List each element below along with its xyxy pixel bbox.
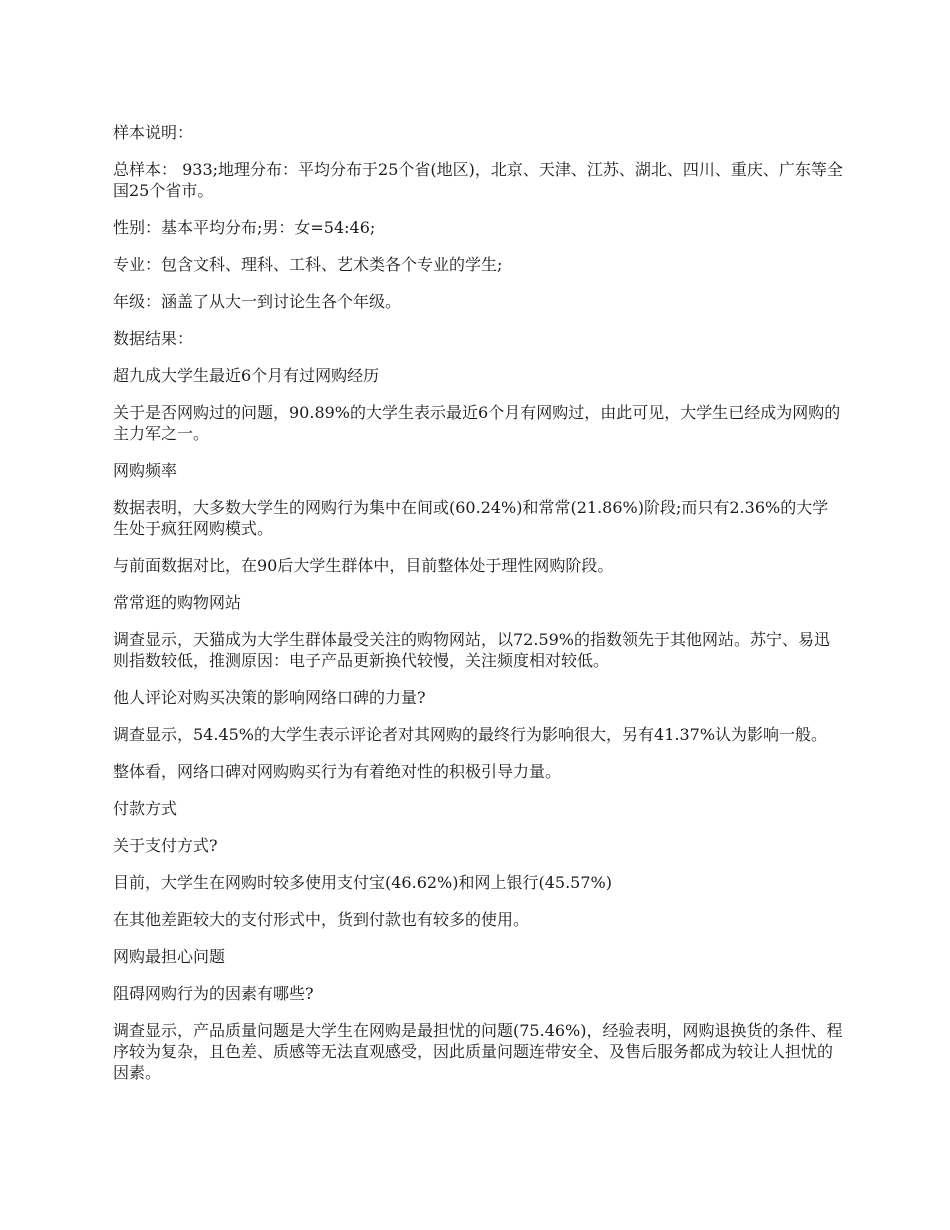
- data-results-heading: 数据结果：: [113, 329, 194, 348]
- online-shopping-experience-paragraph: 关于是否网购过的问题，90.89%的大学生表示最近6个月有网购过，由此可见，大学生已经成为网购的主力军之一。: [113, 403, 841, 443]
- obstacles-question-paragraph: 阻碍网购行为的因素有哪些?: [113, 984, 314, 1003]
- shopping-frequency-heading: 网购频率: [113, 461, 178, 480]
- rational-shopping-paragraph: 与前面数据对比，在90后大学生群体中，目前整体处于理性网购阶段。: [113, 556, 614, 575]
- major-paragraph: 专业：包含文科、理科、工科、艺术类各个专业的学生;: [113, 255, 503, 274]
- payment-usage-paragraph: 目前，大学生在网购时较多使用支付宝(46.62%)和网上银行(45.57%): [113, 873, 612, 892]
- concerns-heading: 网购最担心问题: [113, 947, 226, 966]
- online-shopping-experience-heading: 超九成大学生最近6个月有过网购经历: [113, 366, 380, 385]
- payment-method-heading: 付款方式: [113, 799, 178, 818]
- reviews-influence-heading: 他人评论对购买决策的影响网络口碑的力量?: [113, 688, 426, 707]
- document-body: [113, 122, 843, 1099]
- grade-paragraph: 年级：涵盖了从大一到讨论生各个年级。: [113, 292, 402, 311]
- gender-paragraph: 性别：基本平均分布;男：女=54:46;: [113, 218, 376, 237]
- frequent-sites-paragraph: 调查显示，天猫成为大学生群体最受关注的购物网站，以72.59%的指数领先于其他网站。苏宁、易迅则指数较低，推测原因：电子产品更新换代较慢，关注频度相对较低。: [113, 630, 831, 670]
- reviews-influence-paragraph: 调查显示，54.45%的大学生表示评论者对其网购的最终行为影响很大，另有41.37%认为影响一般。: [113, 725, 828, 744]
- word-of-mouth-paragraph: 整体看，网络口碑对网购购买行为有着绝对性的积极引导力量。: [113, 762, 562, 781]
- frequent-sites-heading: 常常逛的购物网站: [113, 593, 242, 612]
- shopping-frequency-paragraph: 数据表明，大多数大学生的网购行为集中在间或(60.24%)和常常(21.86%)阶段;而只有2.36%的大学生处于疯狂网购模式。: [113, 498, 829, 538]
- sample-description-heading: 样本说明：: [113, 123, 194, 142]
- total-sample-paragraph: 总样本： 933;地理分布：平均分布于25个省(地区)，北京、天津、江苏、湖北、四川、重庆、广东等全国25个省市。: [113, 160, 843, 200]
- payment-question-paragraph: 关于支付方式?: [113, 836, 218, 855]
- quality-concern-paragraph: 调查显示，产品质量问题是大学生在网购是最担忧的问题(75.46%)，经验表明，网购退换货的条件、程序较为复杂，且色差、质感等无法直观感受，因此质量问题连带安全、及售后服务都成为较让人担忧的因素。: [113, 1021, 843, 1082]
- cash-on-delivery-paragraph: 在其他差距较大的支付形式中，货到付款也有较多的使用。: [113, 910, 530, 929]
